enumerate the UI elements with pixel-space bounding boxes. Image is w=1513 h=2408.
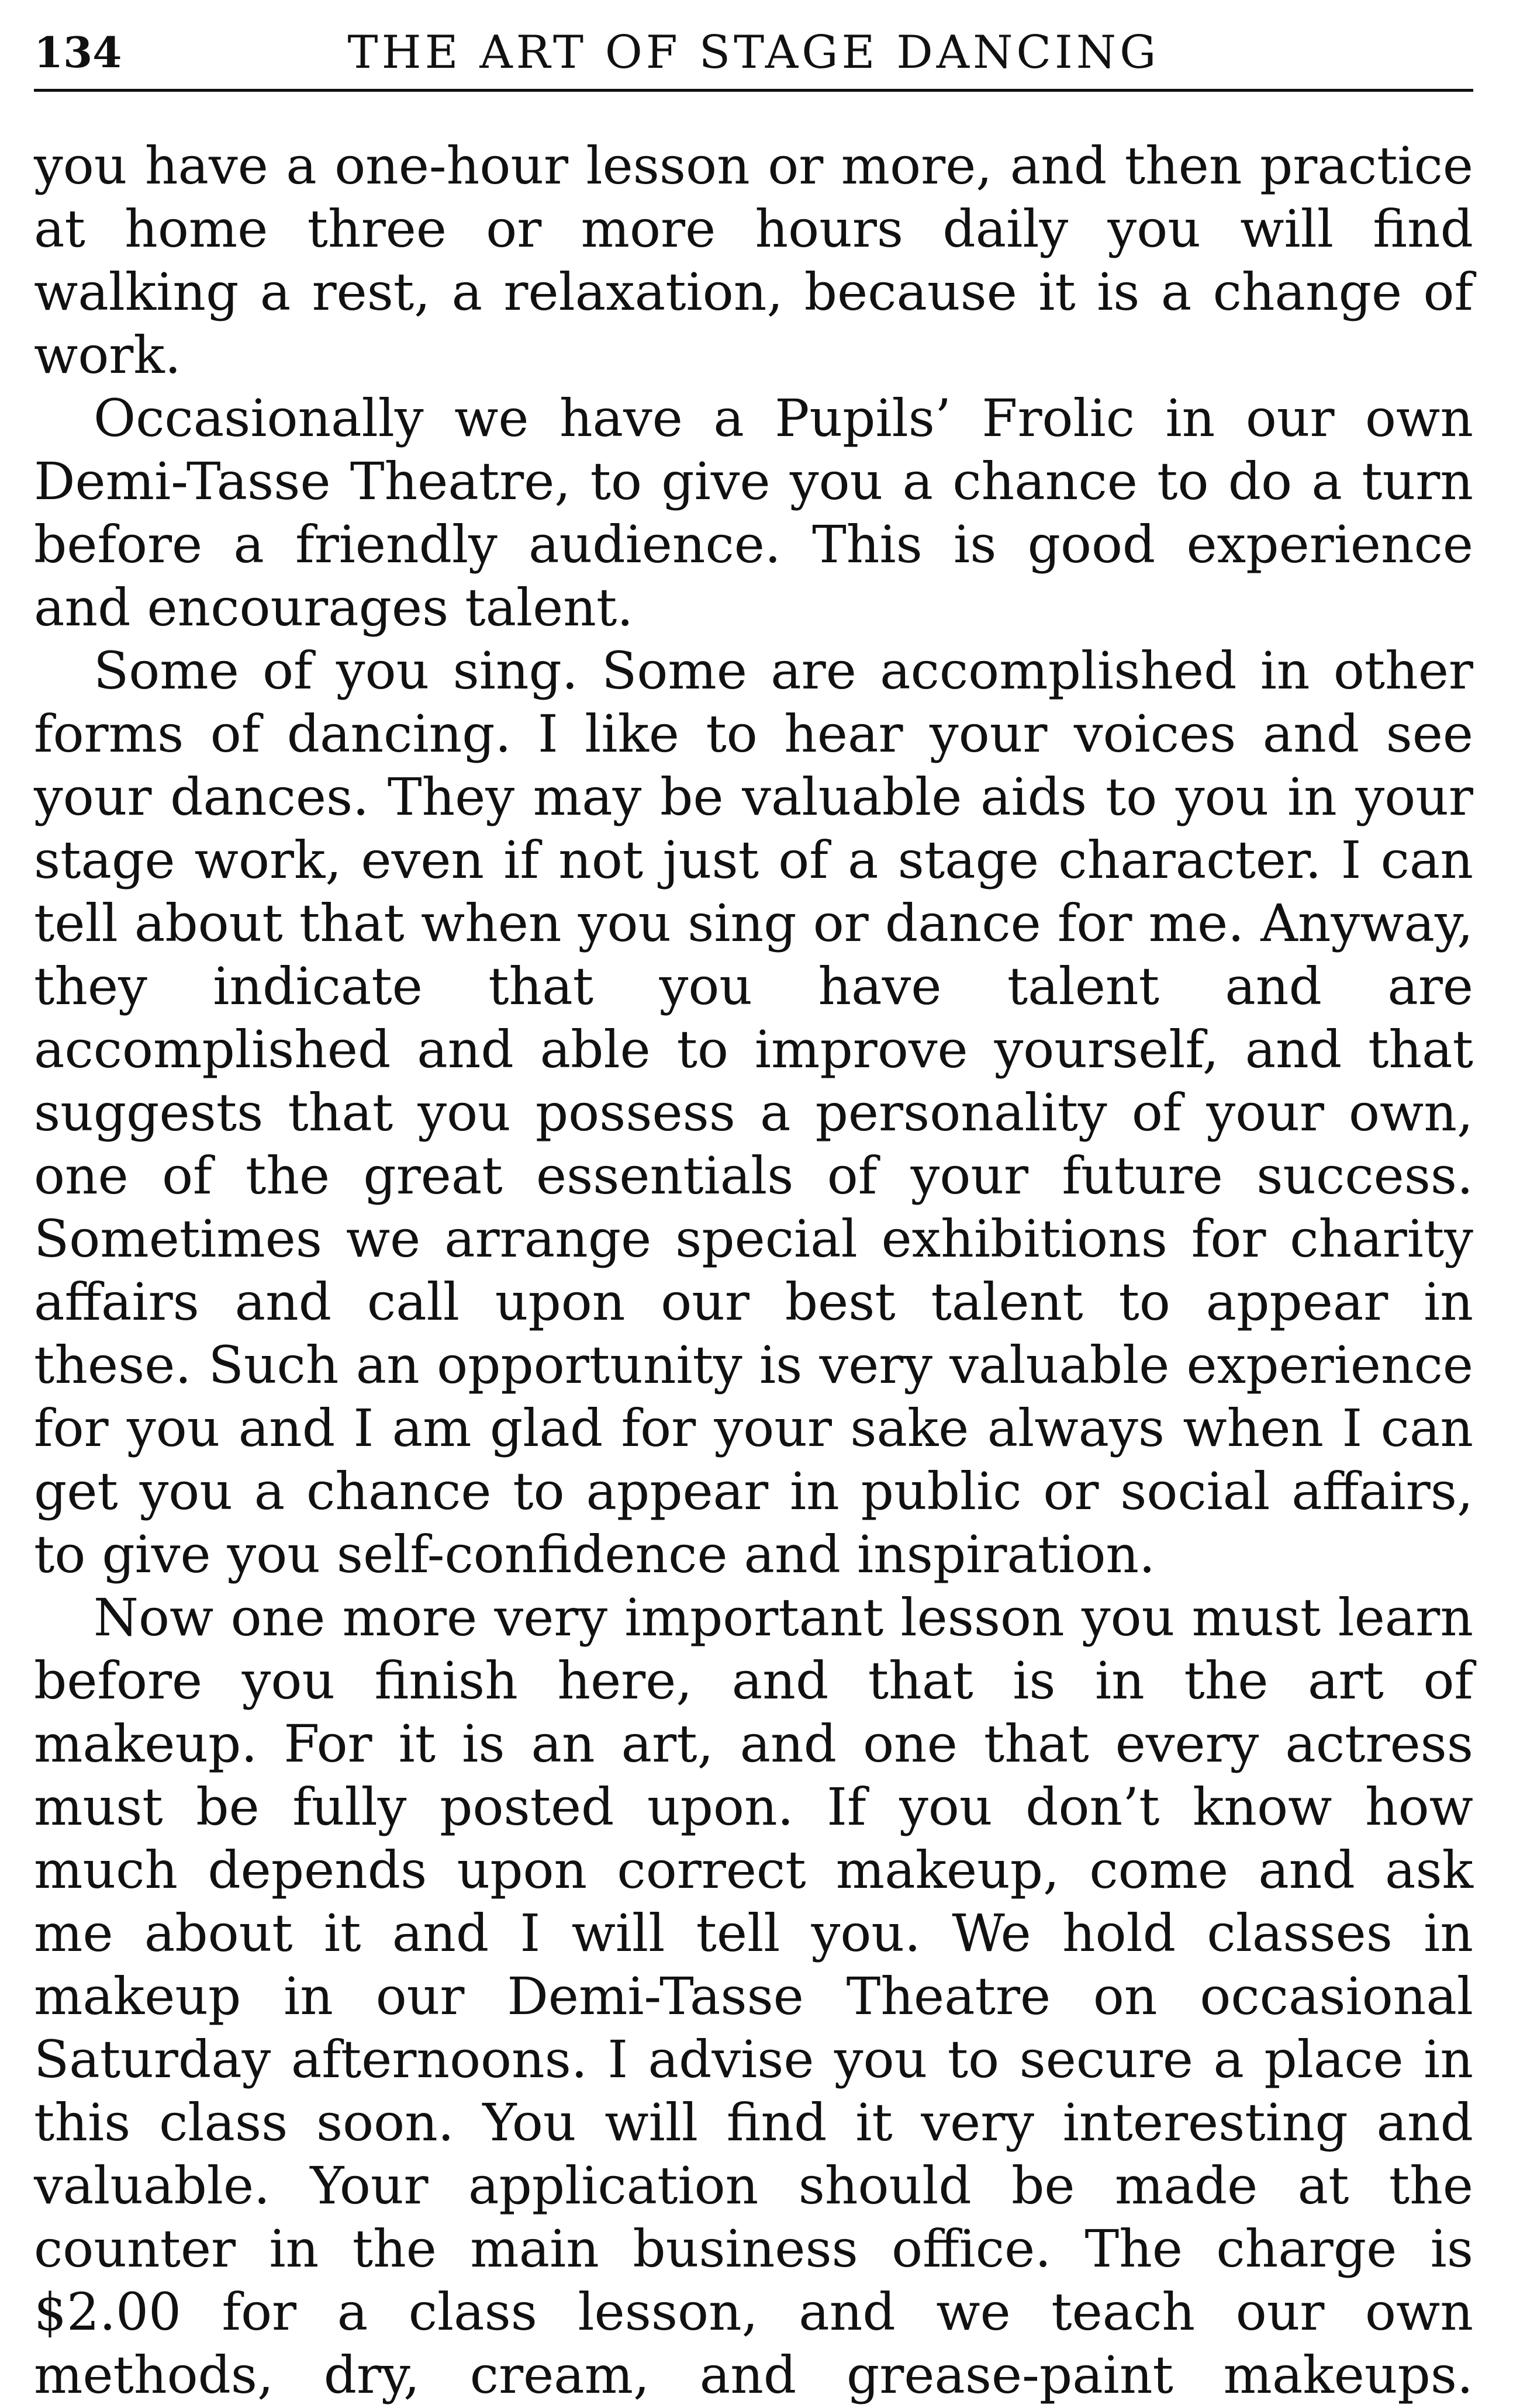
running-head <box>34 23 1473 82</box>
page-number: 134 <box>34 27 122 77</box>
header-rule <box>34 89 1473 92</box>
paragraph: Occasionally we have a Pupils’ Frolic in our own Demi-Tasse Theatre, to give you a chance to do a turn before a friendly audience. This is good experience and encourages talent. <box>34 388 1473 638</box>
paragraph: Some of you sing. Some are accomplished in other forms of dancing. I like to hear your voices and see your dances. They may be valuable aids to you in your stage work, even if not just of a stage character. I can tell about that when you sing or dance for me. Anyway, they indicate that you have talent and are accomplished and able to improve yourself, and that suggests that you possess a personality of your own, one of the great essentials of your future success. Sometimes we arrange special exhibitions for charity affairs and call upon our best talent to appear in these. Such an opportunity is very valuable experience for you and I am glad for your sake always when I can get you a chance to appear in public or social affairs, to give you self-confidence and inspiration. <box>34 641 1473 1584</box>
paragraph-continued: you have a one-hour lesson or more, and then practice at home three or more hours daily you will find walking a rest, a relaxation, because it is a change of work. <box>34 136 1473 385</box>
paragraph: Now one more very important lesson you must learn before you finish here, and that is in the art of makeup. For it is an art, and one that every actress must be fully posted upon. If you don’t know how much depends upon correct makeup, come and ask me about it and I will tell you. We hold classes in makeup in our Demi-Tasse Theatre on occasional Saturday afternoons. I advise you to secure a place in this class soon. You will find it very interesting and valuable. Your application should be made at the counter in the main business office. The charge is $2.00 for a class lesson, and we teach our own methods, dry, cream, and grease-paint makeups. <box>34 1587 1473 2405</box>
running-title: THE ART OF STAGE DANCING <box>347 26 1160 79</box>
body-text <box>34 134 1473 2407</box>
